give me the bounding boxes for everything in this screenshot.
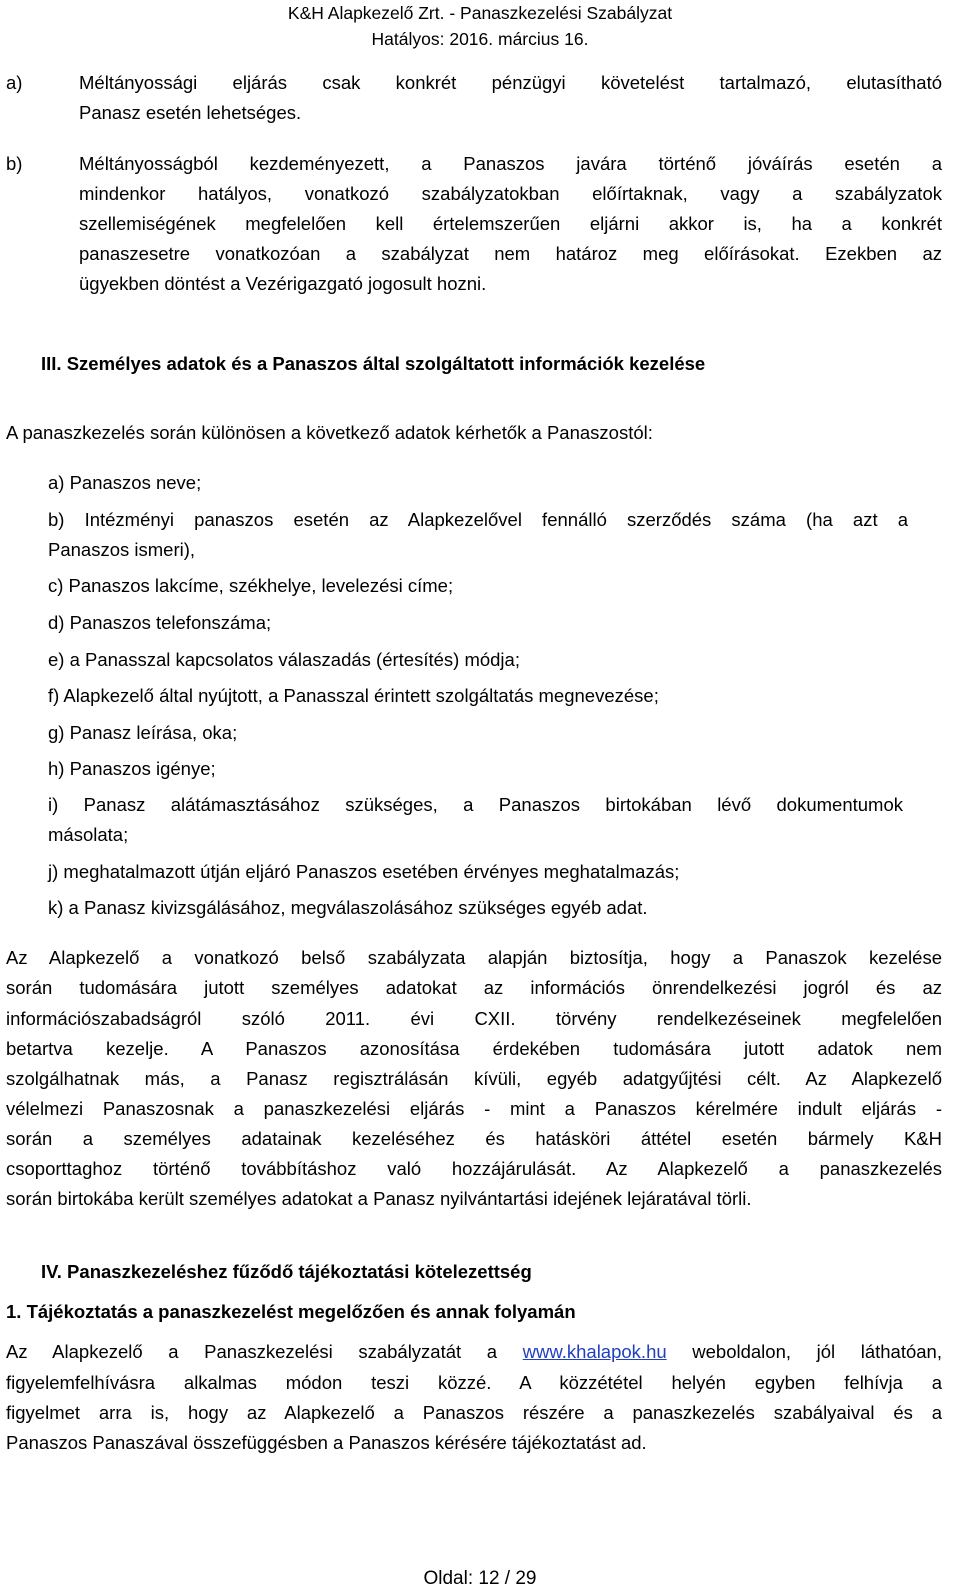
paragraph-text: weboldalon, jól láthatóan, (666, 1341, 942, 1362)
list-item: másolata; (48, 824, 129, 845)
list-item: Panaszos ismeri), (48, 539, 196, 560)
paragraph-line: figyelemfelhívásra alkalmas módon teszi közzé. A közzététel helyén egyben felhívja a (6, 1372, 942, 1393)
document-header (0, 0, 960, 52)
paragraph-line: vélelmezi Panaszosnak a panaszkezelési eljárás - mint a Panaszos kérelmére indult eljárás - (6, 1098, 942, 1119)
header-title: K&H Alapkezelő Zrt. - Panaszkezelési Szabályzat (287, 3, 673, 23)
section-3-heading: III. Személyes adatok és a Panaszos által szolgáltatott információk kezelése (41, 353, 706, 374)
item-a-line: Panasz esetén lehetséges. (79, 102, 302, 123)
list-item: h) Panaszos igénye; (48, 758, 216, 779)
website-link[interactable]: www.khalapok.hu (522, 1341, 667, 1362)
page-number: Oldal: 12 / 29 (423, 1568, 537, 1589)
list-item: k) a Panasz kivizsgálásához, megválaszolásához szükséges egyéb adat. (48, 897, 648, 918)
paragraph-line: figyelmet arra is, hogy az Alapkezelő a Panaszos részére a panaszkezelés szabályaival és a (6, 1402, 942, 1423)
paragraph-line: betartva kezelje. A Panaszos azonosítása érdekében tudomására jutott adatok nem (6, 1038, 942, 1059)
item-b-line: panaszesetre vonatkozóan a szabályzat nem határoz meg előírásokat. Ezekben az (79, 243, 942, 264)
section-4-subheading: 1. Tájékoztatás a panaszkezelést megelőzően és annak folyamán (6, 1301, 576, 1322)
paragraph-line: során birtokába került személyes adatokat a Panasz nyilvántartási idejének lejáratával törli. (6, 1188, 752, 1209)
paragraph-line: szolgálhatnak más, a Panasz regisztrálásán kívüli, egyéb adatgyűjtési célt. Az Alapkezelő (6, 1068, 942, 1089)
item-b-line: szellemiségének megfelelően kell értelemszerűen eljárni akkor is, ha a konkrét (79, 213, 942, 234)
list-item: g) Panasz leírása, oka; (48, 722, 238, 743)
paragraph-text: Az Alapkezelő a Panaszkezelési szabályzatát a (6, 1341, 523, 1362)
item-b-line: mindenkor hatályos, vonatkozó szabályzatokban előírtaknak, vagy a szabályzatok (79, 183, 942, 204)
list-item: a) Panaszos neve; (48, 472, 202, 493)
paragraph-line: csoporttaghoz történő továbbításhoz való hozzájárulását. Az Alapkezelő a panaszkezelés (6, 1158, 942, 1179)
list-item: j) meghatalmazott útján eljáró Panaszos esetében érvényes meghatalmazás; (48, 861, 680, 882)
paragraph-line: Az Alapkezelő a vonatkozó belső szabályzata alapján biztosítja, hogy a Panaszok kezelése (6, 947, 942, 968)
item-a-line: Méltányossági eljárás csak konkrét pénzügyi követelést tartalmazó, elutasítható (79, 72, 942, 93)
item-b-label: b) (6, 153, 23, 174)
item-a-label: a) (6, 72, 23, 93)
paragraph-line: információszabadságról szóló 2011. évi CXII. törvény rendelkezéseinek megfelelően (6, 1008, 942, 1029)
paragraph-line (6, 1337, 942, 1367)
list-item: i) Panasz alátámasztásához szükséges, a Panaszos birtokában lévő dokumentumok (48, 794, 903, 815)
section-3-intro: A panaszkezelés során különösen a következő adatok kérhetők a Panaszostól: (6, 422, 653, 443)
list-item: e) a Panasszal kapcsolatos válaszadás (értesítés) módja; (48, 649, 520, 670)
item-b-line: ügyekben döntést a Vezérigazgató jogosult hozni. (79, 273, 487, 294)
section-4-heading: IV. Panaszkezeléshez fűződő tájékoztatási kötelezettség (41, 1261, 532, 1282)
paragraph-line: során a személyes adatainak kezeléséhez és hatásköri áttétel esetén bármely K&H (6, 1128, 942, 1149)
list-item: c) Panaszos lakcíme, székhelye, levelezési címe; (48, 575, 454, 596)
paragraph-line: Panaszos Panaszával összefüggésben a Panaszos kérésére tájékoztatást ad. (6, 1432, 647, 1453)
list-item: f) Alapkezelő által nyújtott, a Panasszal érintett szolgáltatás megnevezése; (48, 685, 659, 706)
header-effective-date: Hatályos: 2016. március 16. (371, 29, 589, 49)
list-item: b) Intézményi panaszos esetén az Alapkezelővel fennálló szerződés száma (ha azt a (48, 509, 908, 530)
list-item: d) Panaszos telefonszáma; (48, 612, 272, 633)
item-b-line: Méltányosságból kezdeményezett, a Panaszos javára történő jóváírás esetén a (79, 153, 942, 174)
paragraph-line: során tudomására jutott személyes adatokat az információs önrendelkezési jogról és az (6, 977, 942, 998)
